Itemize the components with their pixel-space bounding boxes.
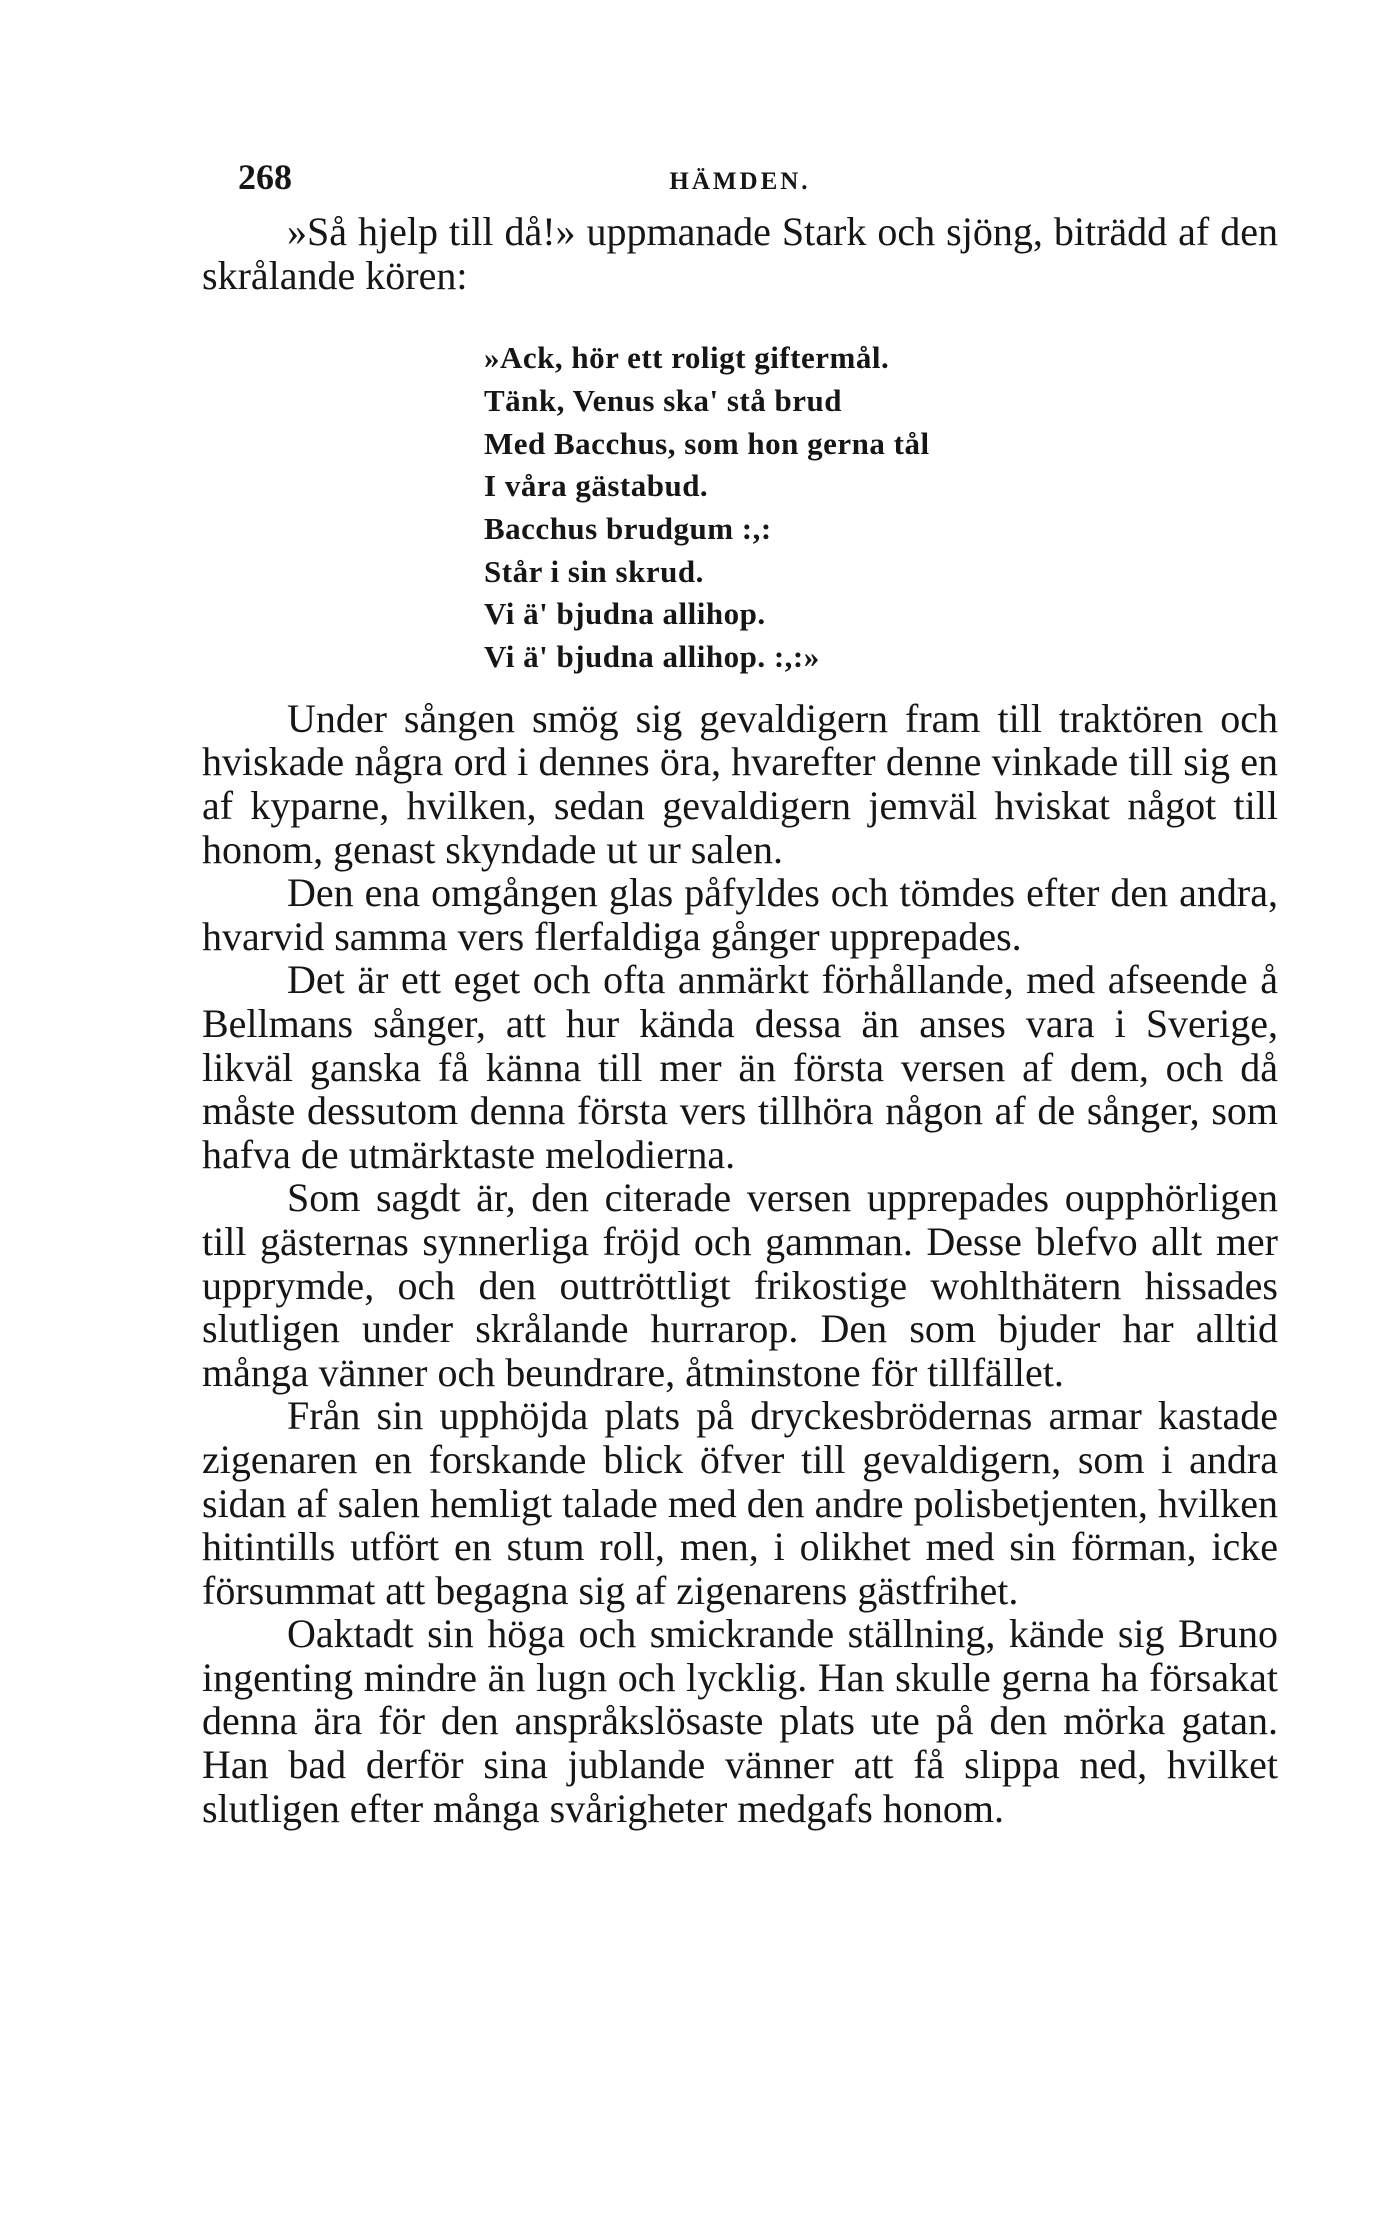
- paragraph: Den ena omgången glas påfyldes och tömdes efter den andra, hvarvid samma vers flerfaldiga gånger upprepades.: [202, 870, 1278, 959]
- paragraph: Under sången smög sig gevaldigern fram till traktören och hviskade några ord i dennes öra, hvarefter denne vinkade till sig en af kyparne, hvilken, sedan gevaldigern jemväl hviskat något till honom, genast skyndade ut ur salen.: [202, 695, 1278, 872]
- paragraph: Det är ett eget och ofta anmärkt förhållande, med afseende å Bellmans sånger, att hur kända dessa än anses vara i Sverige, likväl ganska få känna till mer än första versen af dem, och då måste dessutom denna första vers tillhöra någon af de sånger, som hafva de utmärktaste melodierna.: [202, 957, 1278, 1177]
- verse-line: Vi ä' bjudna allihop. :,:»: [484, 639, 820, 675]
- chapter-title: HÄMDEN.: [669, 168, 811, 195]
- verse-line: Med Bacchus, som hon gerna tål: [484, 425, 930, 461]
- verse-line: Bacchus brudgum :,:: [484, 511, 772, 546]
- paragraph: Som sagdt är, den citerade versen upprepades oupphörligen till gästernas synnerliga fröjd och gamman. Desse blefvo allt mer upprymde, och den outtröttligt frikostige wohlthätern hissades slutligen under skrålande hurrarop. Den som bjuder har alltid många vänner och beundrare, åtminstone för tillfället.: [202, 1175, 1278, 1395]
- running-head: [202, 150, 1278, 210]
- verse-line: »Ack, hör ett roligt giftermål.: [484, 340, 890, 376]
- verse-line: Vi ä' bjudna allihop.: [484, 596, 766, 632]
- body-text: [202, 210, 1278, 1830]
- book-page: [202, 150, 1278, 1830]
- verse-line: Står i sin skrud.: [484, 553, 704, 589]
- verse-line: I våra gästabud.: [484, 468, 709, 504]
- page-number: 268: [238, 157, 292, 197]
- verse-line: Tänk, Venus ska' stå brud: [484, 382, 842, 418]
- song-verse: [484, 337, 1278, 679]
- paragraph: Oaktadt sin höga och smickrande ställning, kände sig Bruno ingenting mindre än lugn och lycklig. Han skulle gerna ha försakat denna ära för den anspråkslösaste plats ute på den mörka gatan. Han bad derför sina jublande vänner att få slippa ned, hvilket slutligen efter många svårigheter medgafs honom.: [202, 1611, 1278, 1831]
- intro-paragraph: »Så hjelp till då!» uppmanade Stark och sjöng, biträdd af den skrålande kören:: [202, 209, 1278, 298]
- paragraph: Från sin upphöjda plats på dryckesbrödernas armar kastade zigenaren en forskande blick öfver till gevaldigern, som i andra sidan af salen hemligt talade med den andre polisbetjenten, hvilken hitintills utfört en stum roll, men, i olikhet med sin förman, icke försummat att begagna sig af zigenarens gästfrihet.: [202, 1393, 1278, 1613]
